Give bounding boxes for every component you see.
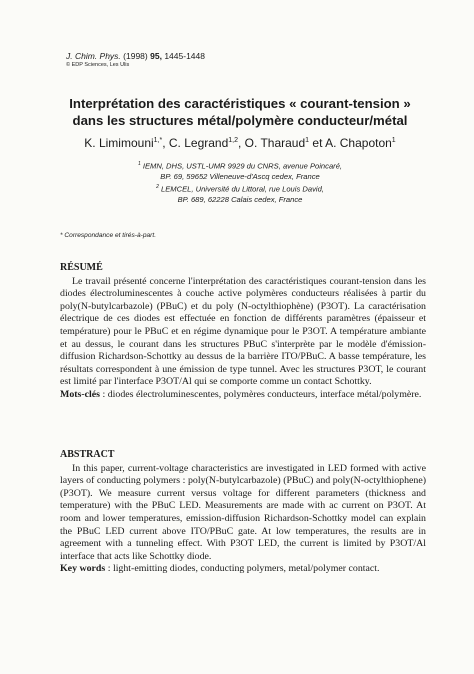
affiliation-2 (60, 182, 420, 195)
correspondence-note: * Correspondance et tirés-à-part. (60, 232, 157, 239)
author-separator: , (162, 136, 169, 150)
keywords-label: Mots-clés (60, 388, 101, 400)
abstract-section (60, 449, 426, 576)
author (169, 136, 238, 150)
affiliation-line: IEMN, DHS, USTL-UMR 9929 du CNRS, avenue Poincaré, (142, 161, 343, 171)
affiliation-line: BP. 689, 62228 Calais cedex, France (177, 194, 303, 204)
affiliation-line: BP. 69, 59652 Villeneuve-d'Ascq cedex, France (160, 171, 320, 181)
author-name: A. Chapoton (325, 136, 392, 150)
journal-volume: 95, (150, 51, 162, 61)
title-line-1: Interprétation des caractéristiques « courant-tension » (69, 96, 411, 111)
author-affiliation-mark: 1 (391, 137, 396, 144)
author-name: O. Tharaud (244, 136, 306, 150)
author-separator: , (238, 136, 245, 150)
resume-keywords (60, 389, 426, 402)
journal-reference (66, 51, 205, 69)
affiliation-mark: 1 (137, 161, 141, 167)
resume-heading: RÉSUMÉ (60, 262, 103, 273)
abstract-body: In this paper, current-voltage characteristics are investigated in LED formed with active layers of conducting polymers : poly(N-butylcarbazole) (PBuC) and poly(N-octylthiophene) (P3OT). We measure current versus voltage for different parameters (thickness and temperature) with the PBuC LED. Measurements are made with ac current on P3OT. At room and lower temperatures, emission-diffusion Richardson-Schottky model can explain the PBuC LED current above ITO/PBuC gate. At low temperatures, the results are in agreement with a tunneling effect. With P3OT LED, the current is limited by P3OT/Al interface that acts like Schottky diode. (60, 462, 426, 562)
title-line-2: dans les structures métal/polymère conducteur/métal (72, 113, 408, 128)
author-name: C. Legrand (168, 136, 229, 150)
abstract-keywords (60, 563, 426, 576)
author (84, 136, 162, 150)
journal-year: (1998) (123, 51, 148, 61)
publisher-line: © EDP Sciences, Les Ulis (66, 62, 130, 68)
journal-pages: 1445-1448 (164, 51, 205, 61)
author-affiliation-mark: 1,* (153, 137, 163, 144)
affiliations (60, 159, 420, 205)
author-list (30, 136, 450, 150)
author-separator: et (309, 136, 326, 150)
keywords-label: Key words (60, 563, 106, 575)
citation-line (66, 51, 205, 62)
affiliation-line: LEMCEL, Université du Littoral, rue Louis David, (160, 184, 324, 194)
journal-name: J. Chim. Phys. (66, 51, 121, 61)
author-affiliation-mark: 1 (305, 137, 310, 144)
paper-title (40, 95, 440, 129)
keywords-text: : light-emitting diodes, conducting polymers, metal/polymer contact. (105, 563, 380, 575)
keywords-text: : diodes électroluminescentes, polymères conducteurs, interface métal/polymère. (100, 388, 422, 400)
resume-body: Le travail présenté concerne l'interprétation des caractéristiques courant-tension dans les diodes électroluminescentes à couche active polymères conducteurs réalisées à partir du poly(N-butylcarbazole) (PBuC) et du poly (N-octylthiophène) (P3OT). La caractérisation électrique de ces diodes est effectuée en fonction de différents paramètres (épaisseur et température) pour le PBuC et en régime dynamique pour le P3OT. A température ambiante et au dessus, le courant dans les structures PBuC s'interprète par le modèle d'émission-diffusion Richardson-Schottky au dessus de la barrière ITO/PBuC. A basse température, les résultats correspondent à une émission de type tunnel. Avec les structures P3OT, le courant est limité par l'interface P3OT/Al qui se comporte comme un contact Schottky. (60, 275, 426, 388)
abstract-heading: ABSTRACT (60, 449, 115, 460)
resume-section (60, 262, 426, 402)
author (245, 136, 309, 150)
affiliation-1 (60, 159, 420, 172)
author (325, 136, 396, 150)
author-affiliation-mark: 1,2 (228, 137, 238, 144)
author-name: K. Limimouni (84, 136, 154, 150)
affiliation-mark: 2 (156, 183, 159, 190)
